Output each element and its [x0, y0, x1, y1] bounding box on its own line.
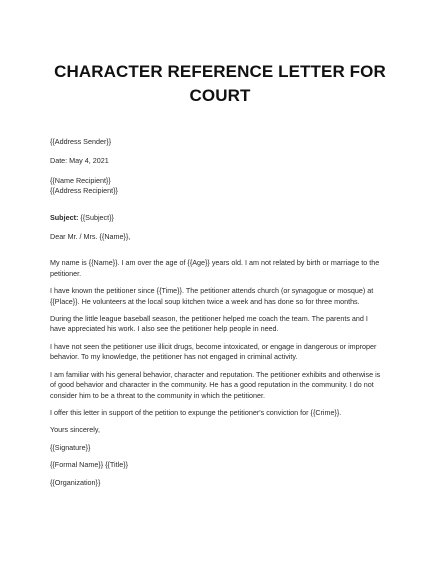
letter-date: Date: May 4, 2021 — [50, 156, 109, 166]
sender-block — [50, 137, 382, 147]
title-line-1: CHARACTER REFERENCE LETTER FOR — [54, 62, 386, 81]
paragraph-known-since: I have known the petitioner since {{Time}}. The petitioner attends church (or synagogue or mosque) at {{Place}}. He volunteers at the local soup kitchen twice a week and has done so for three months. — [50, 286, 374, 306]
signature-placeholder: {{Signature}} — [50, 442, 91, 452]
name-recipient: {{Name Recipient}} — [50, 175, 111, 185]
address-sender: {{Address Sender}} — [50, 137, 112, 146]
letter-body — [50, 137, 382, 495]
title-line-2: COURT — [189, 86, 251, 105]
salutation-block — [50, 232, 382, 242]
organization: {{Organization}} — [50, 477, 101, 487]
paragraph-reputation: I am familiar with his general behavior, character and reputation. The petitioner exhibits and otherwise is of good behavior and character in the community. He has a good reputation in the community. I do not consider him to be a threat to the community in which the petitioner. — [50, 369, 381, 400]
formal-name-title: {{Formal Name}} {{Title}} — [50, 460, 129, 470]
paragraph-support: I offer this letter in support of the petition to expunge the petitioner's conviction for {{Crime}}. — [50, 407, 342, 417]
paragraph-conduct: I have not seen the petitioner use illicit drugs, become intoxicated, or engage in dangerous or improper behavior. To my knowledge, the petitioner has not engaged in criminal activity. — [50, 341, 377, 362]
paragraph-intro: My name is {{Name}}. I am over the age of {{Age}} years old. I am not related by birth or marriage to the petitioner. — [50, 258, 380, 278]
salutation: Dear Mr. / Mrs. {{Name}}, — [50, 232, 131, 242]
letter-title — [20, 60, 420, 108]
recipient-block — [50, 176, 382, 197]
paragraph-baseball: During the little league baseball season, the petitioner helped me coach the team. The parents and I have appreciated his work. I also see the petitioner help people in need. — [50, 314, 368, 334]
address-recipient: {{Address Recipient}} — [50, 186, 118, 196]
subject-value: {{Subject}} — [78, 212, 114, 222]
sign-off: Yours sincerely, — [50, 425, 100, 435]
date-block — [50, 156, 382, 166]
subject-line — [50, 213, 382, 223]
subject-label: Subject: — [50, 212, 79, 222]
